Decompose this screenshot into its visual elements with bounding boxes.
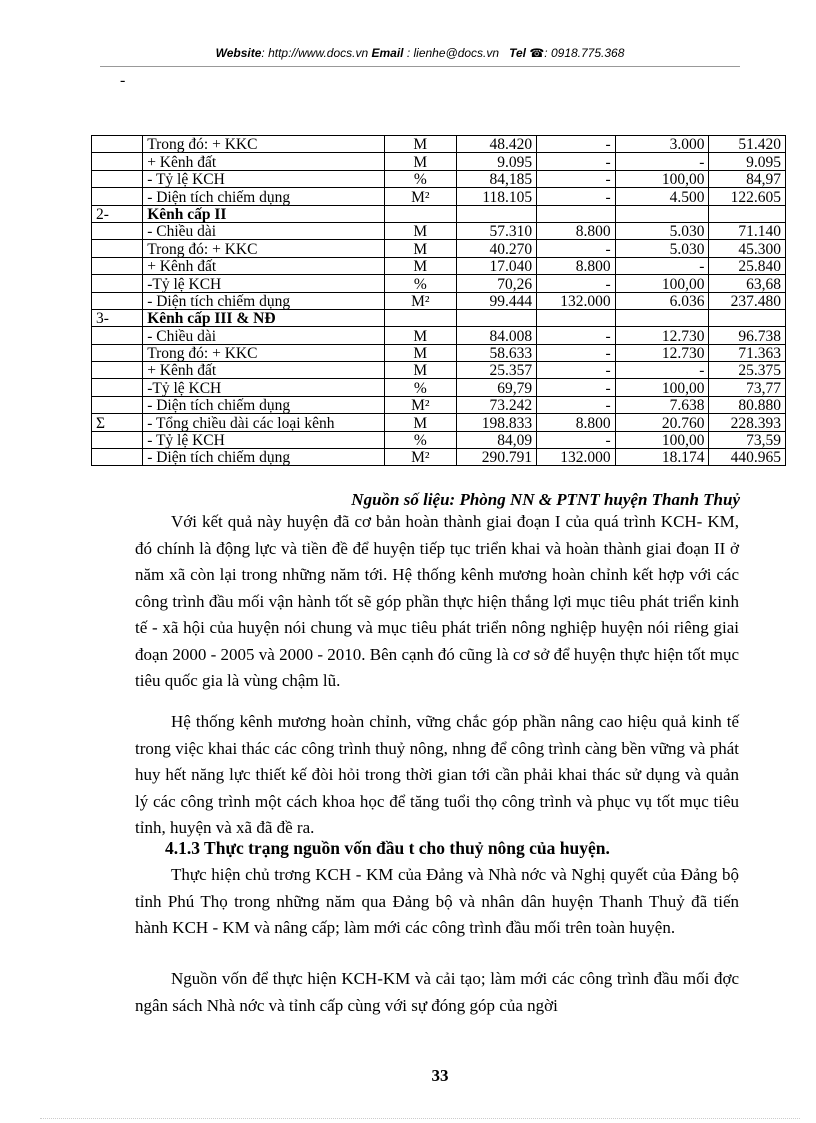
table-cell: 99.444 (456, 292, 536, 309)
table-cell: 132.000 (537, 292, 615, 309)
table-cell: - (537, 170, 615, 187)
table-cell: 4.500 (615, 188, 709, 205)
table-cell: 100,00 (615, 275, 709, 292)
table-row (92, 188, 786, 205)
table-cell: -Tỷ lệ KCH (143, 275, 385, 292)
table-cell (537, 309, 615, 326)
table-cell: M (384, 240, 456, 257)
tel-label: Tel (509, 46, 526, 60)
table-cell: - (615, 362, 709, 379)
table-row (92, 292, 786, 309)
table-cell: 100,00 (615, 431, 709, 448)
table-cell: 3.000 (615, 136, 709, 153)
table-cell: 71.363 (709, 344, 786, 361)
page-number: 33 (431, 1066, 449, 1085)
paragraph-3: Thực hiện chủ trơng KCH - KM của Đảng và Nhà nớc và Nghị quyết của Đảng bộ tỉnh Phú Thọ trong những năm qua Đảng bộ và nhân dân huyện Thanh Thuỷ đã tiến hành KCH - KM và nâng cấp; làm mới các công trình đầu mối trên toàn huyện. (135, 865, 739, 937)
table-cell: 118.105 (456, 188, 536, 205)
table-cell: M (384, 344, 456, 361)
table-cell (709, 205, 786, 222)
table-cell (92, 396, 143, 413)
canal-statistics-table (91, 135, 786, 466)
paragraph-1: Với kết quả này huyện đã cơ bản hoàn thành giai đoạn I của quá trình KCH- KM, đó chính là động lực và tiền đề để huyện tiếp tục triển khai và hoàn thành giai đoạn II ở năm xã còn lại trong những năm tới. Hệ thống kênh mương hoàn chỉnh kết hợp với các công trình đầu mối vận hành tốt sẽ góp phần thực hiện thắng lợi mục tiêu phát triển kinh tế - xã hội của huyện nói chung và mục tiêu phát triển nông nghiệp huyện nói riêng giai đoạn 2000 - 2005 và 2000 - 2010. Bên cạnh đó cũng là cơ sở để huyện thực hiện tốt mục tiêu quốc gia là vùng chậm lũ. (135, 512, 739, 690)
website-value: : http://www.docs.vn (261, 46, 369, 60)
table-row (92, 275, 786, 292)
table-cell: + Kênh đất (143, 257, 385, 274)
table-cell: - (537, 275, 615, 292)
table-cell: M (384, 136, 456, 153)
table-cell (92, 170, 143, 187)
table-cell: 100,00 (615, 379, 709, 396)
table-cell: 9.095 (709, 153, 786, 170)
table-cell (92, 344, 143, 361)
table-cell (92, 327, 143, 344)
table-cell: 237.480 (709, 292, 786, 309)
table-cell: - (615, 153, 709, 170)
table-cell (384, 205, 456, 222)
table-row (92, 379, 786, 396)
table-cell: % (384, 379, 456, 396)
table-cell: Trong đó: + KKC (143, 344, 385, 361)
table-row (92, 205, 786, 222)
table-cell: Σ (92, 414, 143, 431)
table-cell: - (537, 153, 615, 170)
table-cell: - (537, 188, 615, 205)
table-cell (615, 309, 709, 326)
tel-value: : 0918.775.368 (544, 46, 625, 60)
table-cell: + Kênh đất (143, 153, 385, 170)
table-row (92, 362, 786, 379)
table-cell: 12.730 (615, 344, 709, 361)
table-cell: 17.040 (456, 257, 536, 274)
table-cell: 57.310 (456, 222, 536, 239)
table-cell: + Kênh đất (143, 362, 385, 379)
table-cell: - (537, 396, 615, 413)
table-cell (92, 153, 143, 170)
table-cell: Trong đó: + KKC (143, 240, 385, 257)
page-header (100, 46, 740, 60)
section-heading: 4.1.3 Thực trạng nguồn vốn đầu t cho thuỷ nông của huyện. (165, 838, 610, 858)
table-body (92, 136, 786, 466)
table-row (92, 396, 786, 413)
table-cell: M (384, 153, 456, 170)
table-cell: Kênh cấp II (143, 205, 385, 222)
table-cell (456, 205, 536, 222)
table-cell: M (384, 362, 456, 379)
table-cell: 51.420 (709, 136, 786, 153)
table-cell: 84,97 (709, 170, 786, 187)
table-cell: 3- (92, 309, 143, 326)
table-cell: - Tỷ lệ KCH (143, 170, 385, 187)
table-cell (92, 275, 143, 292)
email-label: Email (371, 46, 404, 60)
table-cell (92, 240, 143, 257)
table-cell: % (384, 431, 456, 448)
table-cell: Kênh cấp III & NĐ (143, 309, 385, 326)
table-cell: - Chiều dài (143, 222, 385, 239)
table-cell: 45.300 (709, 240, 786, 257)
table-cell (92, 188, 143, 205)
table-cell: 8.800 (537, 222, 615, 239)
table-row (92, 240, 786, 257)
table-cell: 73.242 (456, 396, 536, 413)
table-cell: M (384, 414, 456, 431)
table-cell: M (384, 257, 456, 274)
table-cell: 48.420 (456, 136, 536, 153)
table-cell: 70,26 (456, 275, 536, 292)
table-cell: M² (384, 396, 456, 413)
table-cell: 73,77 (709, 379, 786, 396)
paragraph-4: Nguồn vốn để thực hiện KCH-KM và cải tạo; làm mới các công trình đầu mối đợc ngân sách Nhà nớc và tỉnh cấp cùng với sự đóng góp của ngời (135, 969, 739, 1015)
table-row (92, 136, 786, 153)
table-cell: 18.174 (615, 449, 709, 466)
table-cell: - Diện tích chiếm dụng (143, 449, 385, 466)
table-cell: 71.140 (709, 222, 786, 239)
table-cell: - Tổng chiều dài các loại kênh (143, 414, 385, 431)
table-cell: 5.030 (615, 240, 709, 257)
phone-icon: ☎ (529, 46, 545, 60)
table-cell: 84.008 (456, 327, 536, 344)
table-row (92, 257, 786, 274)
table-cell (92, 292, 143, 309)
table-cell: - (537, 344, 615, 361)
table-cell: - (537, 136, 615, 153)
table-row (92, 153, 786, 170)
table-cell (615, 205, 709, 222)
stray-mark: - (120, 72, 126, 89)
source-note: Nguồn số liệu: Phòng NN & PTNT huyện Thanh Thuỷ (351, 490, 740, 509)
table-cell: 69,79 (456, 379, 536, 396)
table-cell: M (384, 222, 456, 239)
table-cell: 2- (92, 205, 143, 222)
table-cell (92, 362, 143, 379)
table-cell: 20.760 (615, 414, 709, 431)
header-divider (100, 66, 740, 67)
table-cell: 80.880 (709, 396, 786, 413)
table-row (92, 222, 786, 239)
table-row (92, 309, 786, 326)
table-cell: 25.840 (709, 257, 786, 274)
table-row (92, 170, 786, 187)
table-cell: % (384, 170, 456, 187)
table-cell: 96.738 (709, 327, 786, 344)
table-cell (709, 309, 786, 326)
table-cell: 63,68 (709, 275, 786, 292)
table-cell: M² (384, 188, 456, 205)
table-cell: - (537, 240, 615, 257)
table-cell: 84,185 (456, 170, 536, 187)
table-cell: 73,59 (709, 431, 786, 448)
table-row (92, 414, 786, 431)
bottom-divider (40, 1118, 800, 1119)
table-cell (92, 449, 143, 466)
table-cell: 25.375 (709, 362, 786, 379)
table-cell: 8.800 (537, 257, 615, 274)
table-cell: 9.095 (456, 153, 536, 170)
website-label: Website (215, 46, 262, 60)
table-cell: - (615, 257, 709, 274)
table-cell: 5.030 (615, 222, 709, 239)
table-cell: Trong đó: + KKC (143, 136, 385, 153)
table-cell (92, 136, 143, 153)
table-cell (384, 309, 456, 326)
table-cell (92, 431, 143, 448)
table-cell: -Tỷ lệ KCH (143, 379, 385, 396)
table-row (92, 344, 786, 361)
table-cell: - (537, 362, 615, 379)
paragraph-2: Hệ thống kênh mương hoàn chỉnh, vững chắc góp phần nâng cao hiệu quả kinh tế trong việc khai thác các công trình thuỷ nông, nhng để công trình càng bền vững và phát huy hết năng lực thiết kế đòi hỏi trong thời gian tới cần phải khai thác sử dụng và quản lý các công trình một cách khoa học để tăng tuổi thọ công trình và phục vụ tốt mục tiêu tỉnh, huyện và xã đã đề ra. (135, 712, 739, 837)
table-cell: 40.270 (456, 240, 536, 257)
table-cell (92, 257, 143, 274)
table-cell: - (537, 327, 615, 344)
table-cell: 6.036 (615, 292, 709, 309)
table-cell: 290.791 (456, 449, 536, 466)
table-cell (456, 309, 536, 326)
table-cell: 7.638 (615, 396, 709, 413)
table-cell: 8.800 (537, 414, 615, 431)
table-cell: 132.000 (537, 449, 615, 466)
table-row (92, 431, 786, 448)
table-cell: % (384, 275, 456, 292)
table-cell: 228.393 (709, 414, 786, 431)
table-cell: - Diện tích chiếm dụng (143, 396, 385, 413)
table-cell: M (384, 327, 456, 344)
table-cell: - (537, 431, 615, 448)
table-cell: - Diện tích chiếm dụng (143, 292, 385, 309)
table-cell: 100,00 (615, 170, 709, 187)
table-cell: - Tỷ lệ KCH (143, 431, 385, 448)
table-cell: M² (384, 449, 456, 466)
table-cell: 84,09 (456, 431, 536, 448)
table-cell (92, 379, 143, 396)
table-cell: 58.633 (456, 344, 536, 361)
table-row (92, 449, 786, 466)
table-cell: - Chiều dài (143, 327, 385, 344)
table-row (92, 327, 786, 344)
table-cell (92, 222, 143, 239)
table-cell: 440.965 (709, 449, 786, 466)
table-cell: 25.357 (456, 362, 536, 379)
table-cell: - Diện tích chiếm dụng (143, 188, 385, 205)
table-cell: 122.605 (709, 188, 786, 205)
table-cell: 12.730 (615, 327, 709, 344)
table-cell: 198.833 (456, 414, 536, 431)
email-value: : lienhe@docs.vn (403, 46, 500, 60)
table-cell: - (537, 379, 615, 396)
table-cell: M² (384, 292, 456, 309)
table-cell (537, 205, 615, 222)
